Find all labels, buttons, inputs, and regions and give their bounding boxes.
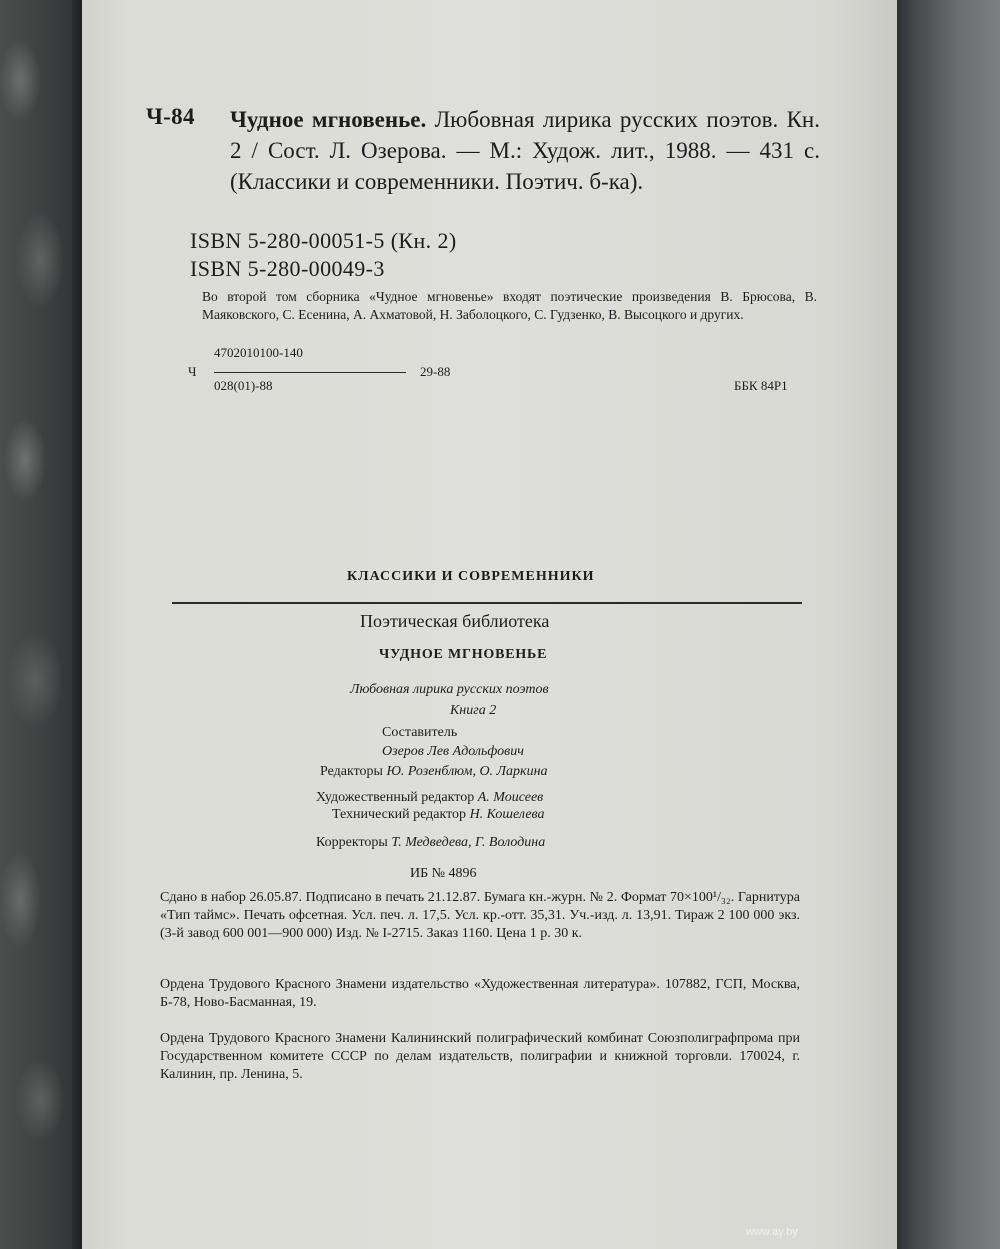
watermark: www.ay.by xyxy=(746,1226,798,1238)
editors-label: Редакторы xyxy=(320,764,383,779)
compiler-name: Озеров Лев Адольфович xyxy=(382,744,524,759)
publisher-info: Ордена Трудового Красного Знамени издательство «Художественная литература». 107882, ГСП, Москва, Б-78, Ново-Басманная, 19. xyxy=(160,977,800,1010)
library-name: Поэтическая библиотека xyxy=(360,611,550,631)
book-page xyxy=(82,0,897,1249)
tech-editor-line xyxy=(332,807,545,823)
series-rule xyxy=(172,602,802,604)
index-letter: Ч xyxy=(188,364,197,379)
catalog-description: Любовная лирика русских поэтов. Кн. 2 / Сост. Л. Озерова. — М.: Худож. лит., 1988. — 431 с. (Классики и современники. Поэтич. б-ка). xyxy=(230,107,820,194)
ib-number: ИБ № 4896 xyxy=(410,866,477,881)
tech-editor-name: Н. Кошелева xyxy=(469,807,545,822)
art-editor-label: Художественный редактор xyxy=(316,790,475,805)
book-title: ЧУДНОЕ МГНОВЕНЬЕ xyxy=(379,647,548,662)
bbk-code: ББК 84Р1 xyxy=(734,378,788,393)
correctors-label: Корректоры xyxy=(316,835,388,850)
catalog-code: Ч-84 xyxy=(146,104,195,129)
index-code-bottom: 028(01)-88 xyxy=(214,378,273,393)
catalog-entry xyxy=(230,104,820,197)
editors-names: Ю. Розенблюм, О. Ларкина xyxy=(386,764,548,779)
correctors-line xyxy=(316,835,545,851)
art-editor-line xyxy=(316,790,543,806)
catalog-title: Чудное мгновенье. xyxy=(230,107,427,132)
book-subtitle: Любовная лирика русских поэтов xyxy=(350,682,549,697)
art-editor-name: А. Моисеев xyxy=(477,790,544,805)
isbn-volume: ISBN 5-280-00051-5 (Кн. 2) xyxy=(190,228,457,253)
index-fraction-line xyxy=(214,372,406,373)
index-price-code: 29-88 xyxy=(420,364,451,379)
correctors-names: Т. Медведева, Г. Володина xyxy=(391,835,546,850)
compiler-label: Составитель xyxy=(382,725,458,740)
print-specs: Сдано в набор 26.05.87. Подписано в печать 21.12.87. Бумага кн.-журн. № 2. Формат 70×100¹/₃₂. Гарнитура «Тип таймс». Печать офсетная. Усл. печ. л. 17,5. Усл. кр.-отт. 35,31. Уч.-изд. л. 13,91. Тираж 2 100 000 экз. (3-й завод 600 001—900 000) Изд. № I-2715. Заказ 1160. Цена 1 р. 30 к. xyxy=(160,890,800,941)
isbn-set: ISBN 5-280-00049-3 xyxy=(190,256,385,281)
index-code-top: 4702010100-140 xyxy=(214,345,303,360)
annotation: Во второй том сборника «Чудное мгновенье» входят поэтические произведения В. Брюсова, В. Маяковского, С. Есенина, А. Ахматовой, Н. Заболоцкого, С. Гудзенко, В. Высоцкого и других. xyxy=(202,289,817,322)
book-cover-right xyxy=(895,0,1000,1249)
printer-info: Ордена Трудового Красного Знамени Калининский полиграфический комбинат Союзполиграфпрома при Государственном комитете СССР по делам издательств, полиграфии и книжной торговли. 170024, г. Калинин, пр. Ленина, 5. xyxy=(160,1031,800,1082)
series-heading: КЛАССИКИ И СОВРЕМЕННИКИ xyxy=(347,569,595,584)
tech-editor-label: Технический редактор xyxy=(332,807,467,822)
editors-line xyxy=(320,764,548,780)
book-volume: Книга 2 xyxy=(450,703,497,718)
